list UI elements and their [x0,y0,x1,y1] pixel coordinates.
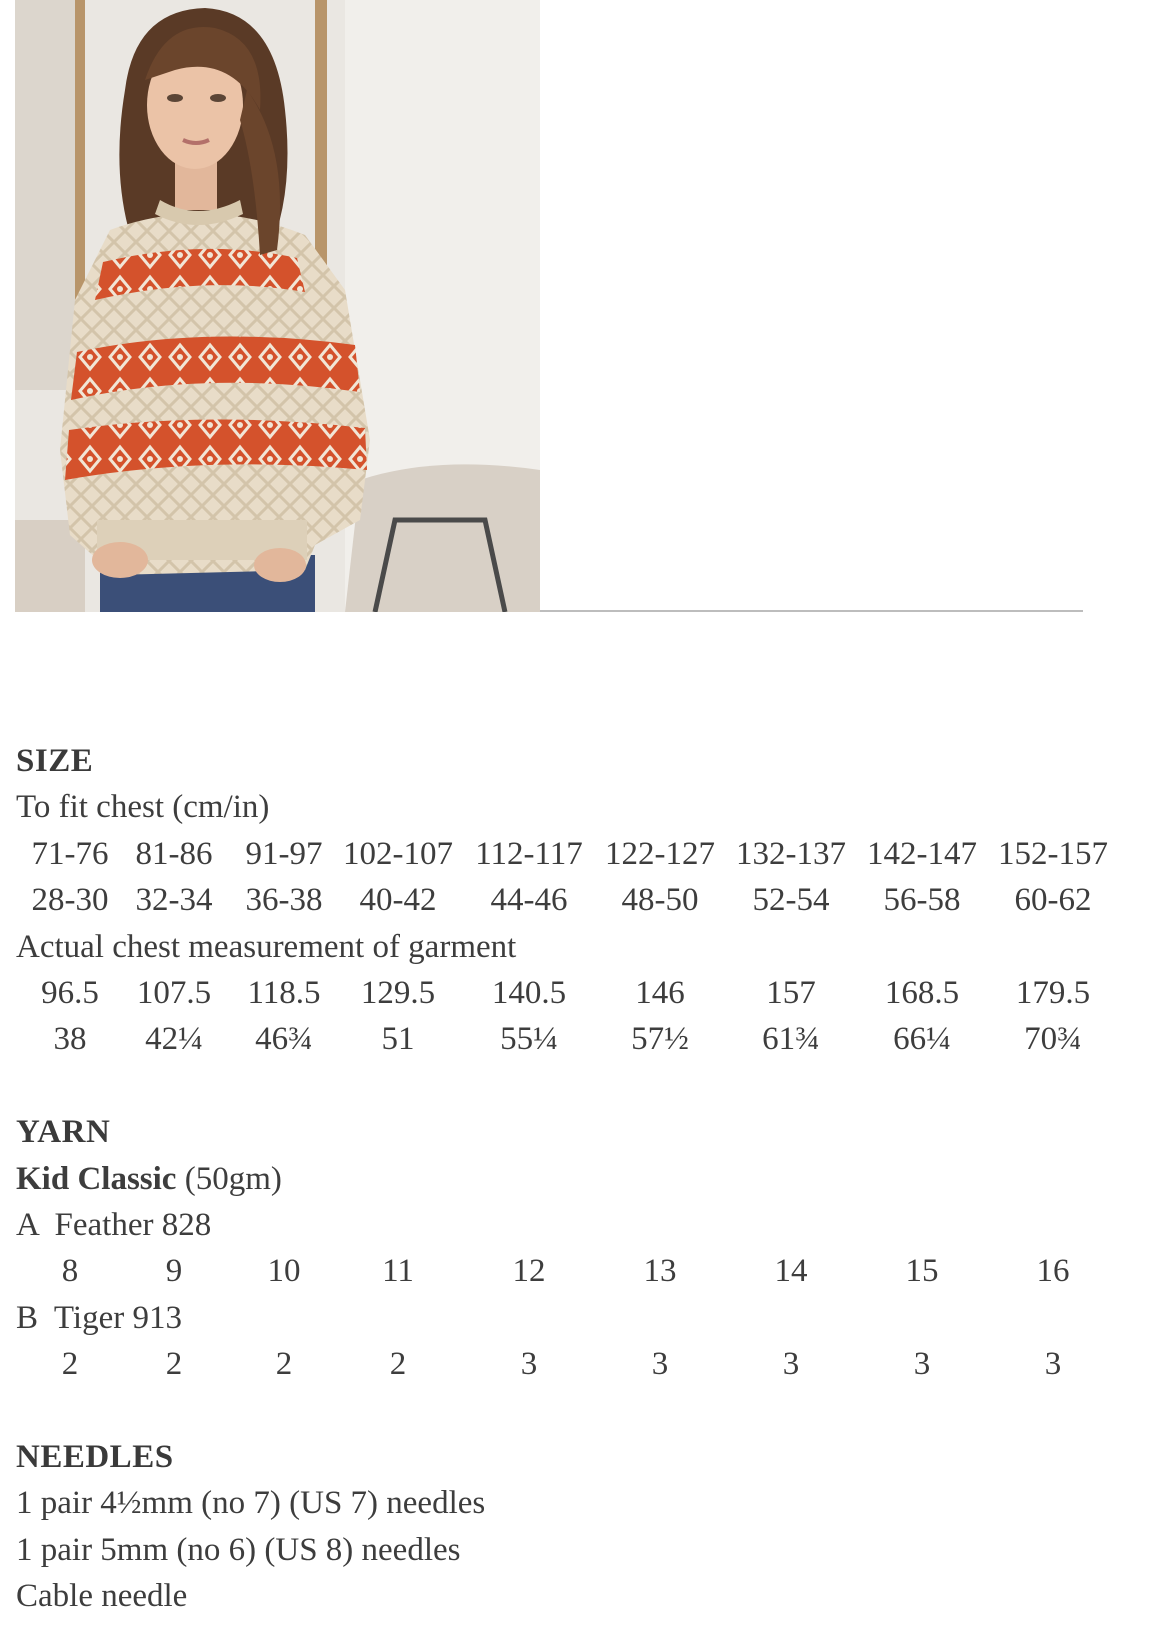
fit-chest-in-row [16,877,1146,923]
size-cell: 55¼ [500,1021,558,1058]
size-cell: 51 [381,1021,415,1058]
model-sweater-illustration [15,0,540,612]
size-cell: 40-42 [359,882,437,919]
size-cell: 57½ [631,1021,689,1058]
size-cell: 132-137 [736,835,846,872]
shade-b-row [16,1341,1146,1387]
shade-a-row [16,1248,1146,1294]
section-spacer [16,1063,1146,1109]
size-cell: 146 [635,975,685,1011]
ball-count: 9 [165,1253,183,1290]
fit-chest-label: To fit chest (cm/in) [16,789,270,826]
size-cell: 107.5 [136,975,212,1011]
size-cell: 142-147 [867,835,977,872]
size-cell: 112-117 [475,835,583,872]
actual-chest-cm-row [16,970,1146,1016]
ball-count: 13 [643,1253,677,1290]
ball-count: 3 [1044,1346,1062,1383]
size-cell: 152-157 [998,835,1108,872]
size-cell: 118.5 [247,975,321,1011]
ball-count: 11 [382,1253,414,1290]
ball-count: 2 [165,1346,183,1383]
size-cell: 32-34 [135,882,213,919]
ball-count: 15 [905,1253,939,1290]
ball-count: 3 [651,1346,669,1383]
actual-chest-label: Actual chest measurement of garment [16,928,517,965]
yarn-name-line [16,1156,1146,1202]
ball-count: 10 [267,1253,301,1290]
size-cell: 42¼ [145,1021,203,1058]
ball-count: 2 [61,1346,79,1383]
size-cell: 71-76 [31,835,109,872]
size-cell: 168.5 [884,975,960,1011]
ball-count: 12 [512,1253,546,1290]
ball-count: 3 [913,1346,931,1383]
size-cell: 96.5 [41,975,99,1011]
size-cell: 60-62 [1014,882,1092,919]
yarn-name: Kid Classic [16,1160,177,1197]
size-cell: 66¼ [893,1021,951,1058]
size-cell: 91-97 [245,835,323,872]
size-cell: 140.5 [491,975,567,1011]
size-cell: 70¾ [1024,1021,1082,1058]
size-cell: 56-58 [883,882,961,919]
size-cell: 179.5 [1015,975,1091,1011]
yarn-weight: (50gm) [184,1160,282,1197]
size-cell: 38 [53,1021,87,1058]
actual-chest-in-row [16,1016,1146,1062]
ball-count: 8 [61,1253,79,1290]
needle-item: 1 pair 4½mm (no 7) (US 7) needles [16,1485,486,1522]
size-cell: 36-38 [245,882,323,919]
size-cell: 46¾ [255,1021,313,1058]
ball-count: 2 [389,1346,407,1383]
size-heading: SIZE [16,743,94,779]
size-cell: 61¾ [762,1021,820,1058]
ball-count: 2 [275,1346,293,1383]
product-photo [15,0,540,612]
ball-count: 16 [1036,1253,1070,1290]
size-cell: 44-46 [490,882,568,919]
fit-chest-cm-row [16,831,1146,877]
section-spacer [16,1388,1146,1434]
divider-rule [540,610,1083,612]
shade-b-label: B Tiger 913 [16,1299,182,1336]
ball-count: 3 [782,1346,800,1383]
shade-a-label: A Feather 828 [16,1206,212,1243]
needle-item: 1 pair 5mm (no 6) (US 8) needles [16,1531,461,1568]
size-cell: 52-54 [752,882,830,919]
ball-count: 3 [520,1346,538,1383]
size-cell: 102-107 [343,835,453,872]
size-cell: 48-50 [621,882,699,919]
size-cell: 129.5 [360,975,436,1011]
yarn-heading: YARN [16,1114,111,1151]
pattern-info [16,738,1146,1620]
size-cell: 122-127 [605,835,715,872]
size-cell: 28-30 [31,882,109,919]
size-cell: 157 [766,975,816,1011]
needle-item: Cable needle [16,1578,188,1615]
ball-count: 14 [774,1253,808,1290]
needles-heading: NEEDLES [16,1438,174,1475]
size-cell: 81-86 [135,835,213,872]
